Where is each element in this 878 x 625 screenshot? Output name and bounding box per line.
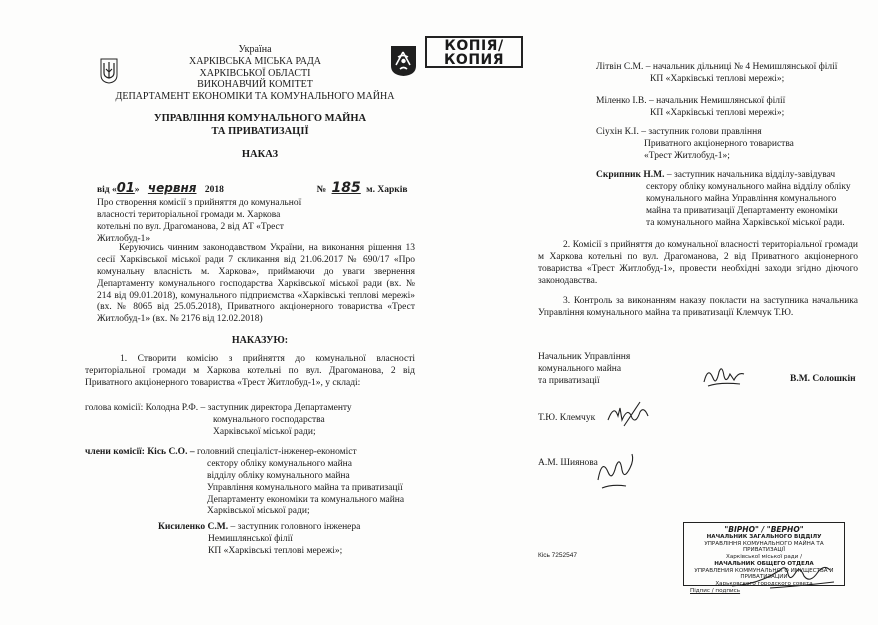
head-role: голова комісії: xyxy=(85,403,144,413)
member-kis xyxy=(85,447,420,518)
council-name: ХАРКІВСЬКА МІСЬКА РАДА xyxy=(188,55,322,67)
country-name: Україна xyxy=(238,44,272,55)
member-name: Скрипник Н.М. xyxy=(596,170,665,180)
stamp-line: НАЧАЛЬНИК ЗАГАЛЬНОГО ВІДДІЛУ xyxy=(706,534,822,540)
stamp-line: УПРАВЛІННЯ КОМУНАЛЬНОГО МАЙНА ТА ПРИВАТИЗАЦІЇ xyxy=(704,540,824,554)
stamp-line: Харківської міської ради / xyxy=(726,554,802,561)
item-2: 2. Комісії з прийняття до комунальної власності територіальної громади м Харкова котельні по вул. Драгоманова, 2 від Приватного акціонерного товариства «Трест Житлобуд-1», провести необхідні заходи згідно діючого законодавства. xyxy=(538,240,858,286)
member-milenko xyxy=(596,96,866,120)
stamp-line: Підпис / подпись xyxy=(690,587,741,594)
member-line: КП «Харківські теплові мережі»; xyxy=(208,545,343,556)
member-line: Харківської міської ради; xyxy=(207,506,310,517)
department-name: ДЕПАРТАМЕНТ ЕКОНОМІКИ ТА КОМУНАЛЬНОГО МАЙНА xyxy=(115,91,395,103)
member-line: головний спеціаліст-інженер-економіст xyxy=(196,447,357,457)
issuer-title xyxy=(110,113,410,138)
member-desc: – начальник Немишлянської філії xyxy=(646,96,786,106)
signatory-title-line: Начальник Управління xyxy=(538,352,631,362)
signatory-title xyxy=(538,352,668,388)
number-label: № xyxy=(316,185,327,195)
head-desc-3: Харківської міської ради; xyxy=(213,426,316,437)
member-name: Кисиленко С.М. xyxy=(158,522,229,532)
member-name: Міленко І.В. xyxy=(596,96,647,106)
item-1: 1. Створити комісію з прийняття до комунальної власності територіальної громади м Харкова котельні по вул. Драгоманова, 2 від Приватного акціонерного товариства «Трест Житлобуд-1», у складі: xyxy=(85,354,415,388)
stamp-head: "ВІРНО" / "ВЕРНО" xyxy=(724,525,804,534)
member-line: відділу обліку комунального майна xyxy=(207,470,350,481)
member-line: Немишлянської філії xyxy=(208,533,293,544)
signatory-title-line: та приватизації xyxy=(538,375,600,386)
member-line: комунального майна Управління комунального xyxy=(646,193,837,204)
committee-name: ВИКОНАВЧИЙ КОМІТЕТ xyxy=(197,79,313,91)
approval-name: А.М. Шиянова xyxy=(538,458,598,468)
region-name: ХАРКІВСЬКОЇ ОБЛАСТІ xyxy=(199,67,311,79)
copy-stamp-line2: КОПИЯ xyxy=(443,52,505,68)
head-name: Колодна Р.Ф. xyxy=(145,403,199,413)
letterhead xyxy=(95,44,415,103)
head-desc-2: комунального господарства xyxy=(213,414,325,425)
stamp-line: УПРАВЛЕНИЯ КОММУНАЛЬНОГО ИМУЩЕСТВА И ПРИВАТИЗАЦИИ xyxy=(694,567,834,581)
member-desc: – заступник голови правління xyxy=(638,127,762,137)
member-litvin xyxy=(596,62,866,86)
copy-stamp-line1: КОПІЯ/ xyxy=(444,38,504,54)
approval-signature xyxy=(592,450,638,492)
members-label: члени комісії: xyxy=(85,447,145,457)
date-mid: » xyxy=(134,185,140,195)
member-name: Сіухін К.І. xyxy=(596,127,639,137)
order-word: НАКАЗУЮ: xyxy=(231,335,289,346)
commission-head xyxy=(85,403,415,439)
member-line: Департаменту економіки та комунального майна xyxy=(207,494,405,505)
document-type: НАКАЗ xyxy=(241,149,279,160)
member-name: Літвін С.М. xyxy=(596,62,644,72)
date-prefix: від « xyxy=(97,185,117,195)
signatory-name: В.М. Солошкін xyxy=(790,374,856,384)
signatory-title-line: комунального майна xyxy=(538,363,622,374)
order-subject: Про створення комісії з прийняття до комунальної власності територіальної громади м. Харкова котельні по вул. Драгоманова, 2 від АТ «Трест Житлобуд-1» xyxy=(97,198,302,244)
member-name: Кісь С.О. xyxy=(147,447,188,457)
date-month: червня xyxy=(147,181,197,195)
member-kysylenko xyxy=(158,522,418,558)
member-siukhin xyxy=(596,127,866,163)
city-name: м. Харків xyxy=(366,185,408,195)
signatory-signature xyxy=(700,360,750,392)
date-year: 2018 xyxy=(204,185,224,195)
stamp-line: Харьковского городского совета xyxy=(715,580,813,587)
member-line: та комунального майна Харківської міської ради. xyxy=(646,217,845,228)
member-line: майна та приватизації Департаменту економіки xyxy=(646,205,838,216)
member-skrypnyk xyxy=(596,170,871,229)
member-line: Приватного акціонерного товариства xyxy=(644,138,794,149)
date-number-line xyxy=(97,180,417,198)
member-line: Управління комунального майна та приватизації xyxy=(207,482,403,493)
item-3: 3. Контроль за виконанням наказу покласти на заступника начальника Управління комунального майна та приватизації Клемчук Т.Ю. xyxy=(538,296,858,318)
copy-stamp xyxy=(425,36,523,68)
issuer-title-line2: ТА ПРИВАТИЗАЦІЇ xyxy=(211,125,309,137)
member-desc: – начальник дільниці № 4 Немишлянської філії xyxy=(643,62,838,72)
stamp-signature xyxy=(730,560,840,590)
member-dash: – xyxy=(187,447,197,457)
member-line: КП «Харківські теплові мережі»; xyxy=(650,73,785,84)
approval-name: Т.Ю. Клемчук xyxy=(538,413,596,423)
footer-code: Кісь 7252547 xyxy=(538,552,577,559)
approval-signature xyxy=(604,400,654,428)
issuer-title-line1: УПРАВЛІННЯ КОМУНАЛЬНОГО МАЙНА xyxy=(153,113,367,124)
member-desc: – заступник головного інженера xyxy=(228,522,361,532)
preamble-paragraph: Керуючись чинним законодавством України, на виконання рішення 13 сесії Харківської міської ради 7 скликання від 21.06.2017 № 690/17 «Про комунальну власність м. Харкова», приймаючи до уваги звернення Департаменту комунального господарства Харківської міської ради (вх. № 214 від 09.01.2018), комунального підприємства «Харківські теплові мережі» (вх. № 8065 від 25.05.2018), Приватного акціонерного товариства «Трест Житлобуд-1» (вх. № 2176 від 12.02.2018) xyxy=(97,243,415,325)
member-line: сектору обліку комунального майна xyxy=(207,458,352,469)
date-day: 01 xyxy=(116,181,135,196)
member-line: КП «Харківські теплові мережі»; xyxy=(650,107,785,118)
member-desc: – заступник начальника відділу-завідувач xyxy=(664,170,836,180)
member-line: сектору обліку комунального майна відділу обліку xyxy=(646,181,851,192)
head-desc: – заступник директора Департаменту xyxy=(198,403,352,413)
member-line: «Трест Житлобуд-1»; xyxy=(644,150,730,161)
stamp-line: НАЧАЛЬНИК ОБЩЕГО ОТДЕЛА xyxy=(714,560,814,567)
order-number: 185 xyxy=(331,180,361,196)
